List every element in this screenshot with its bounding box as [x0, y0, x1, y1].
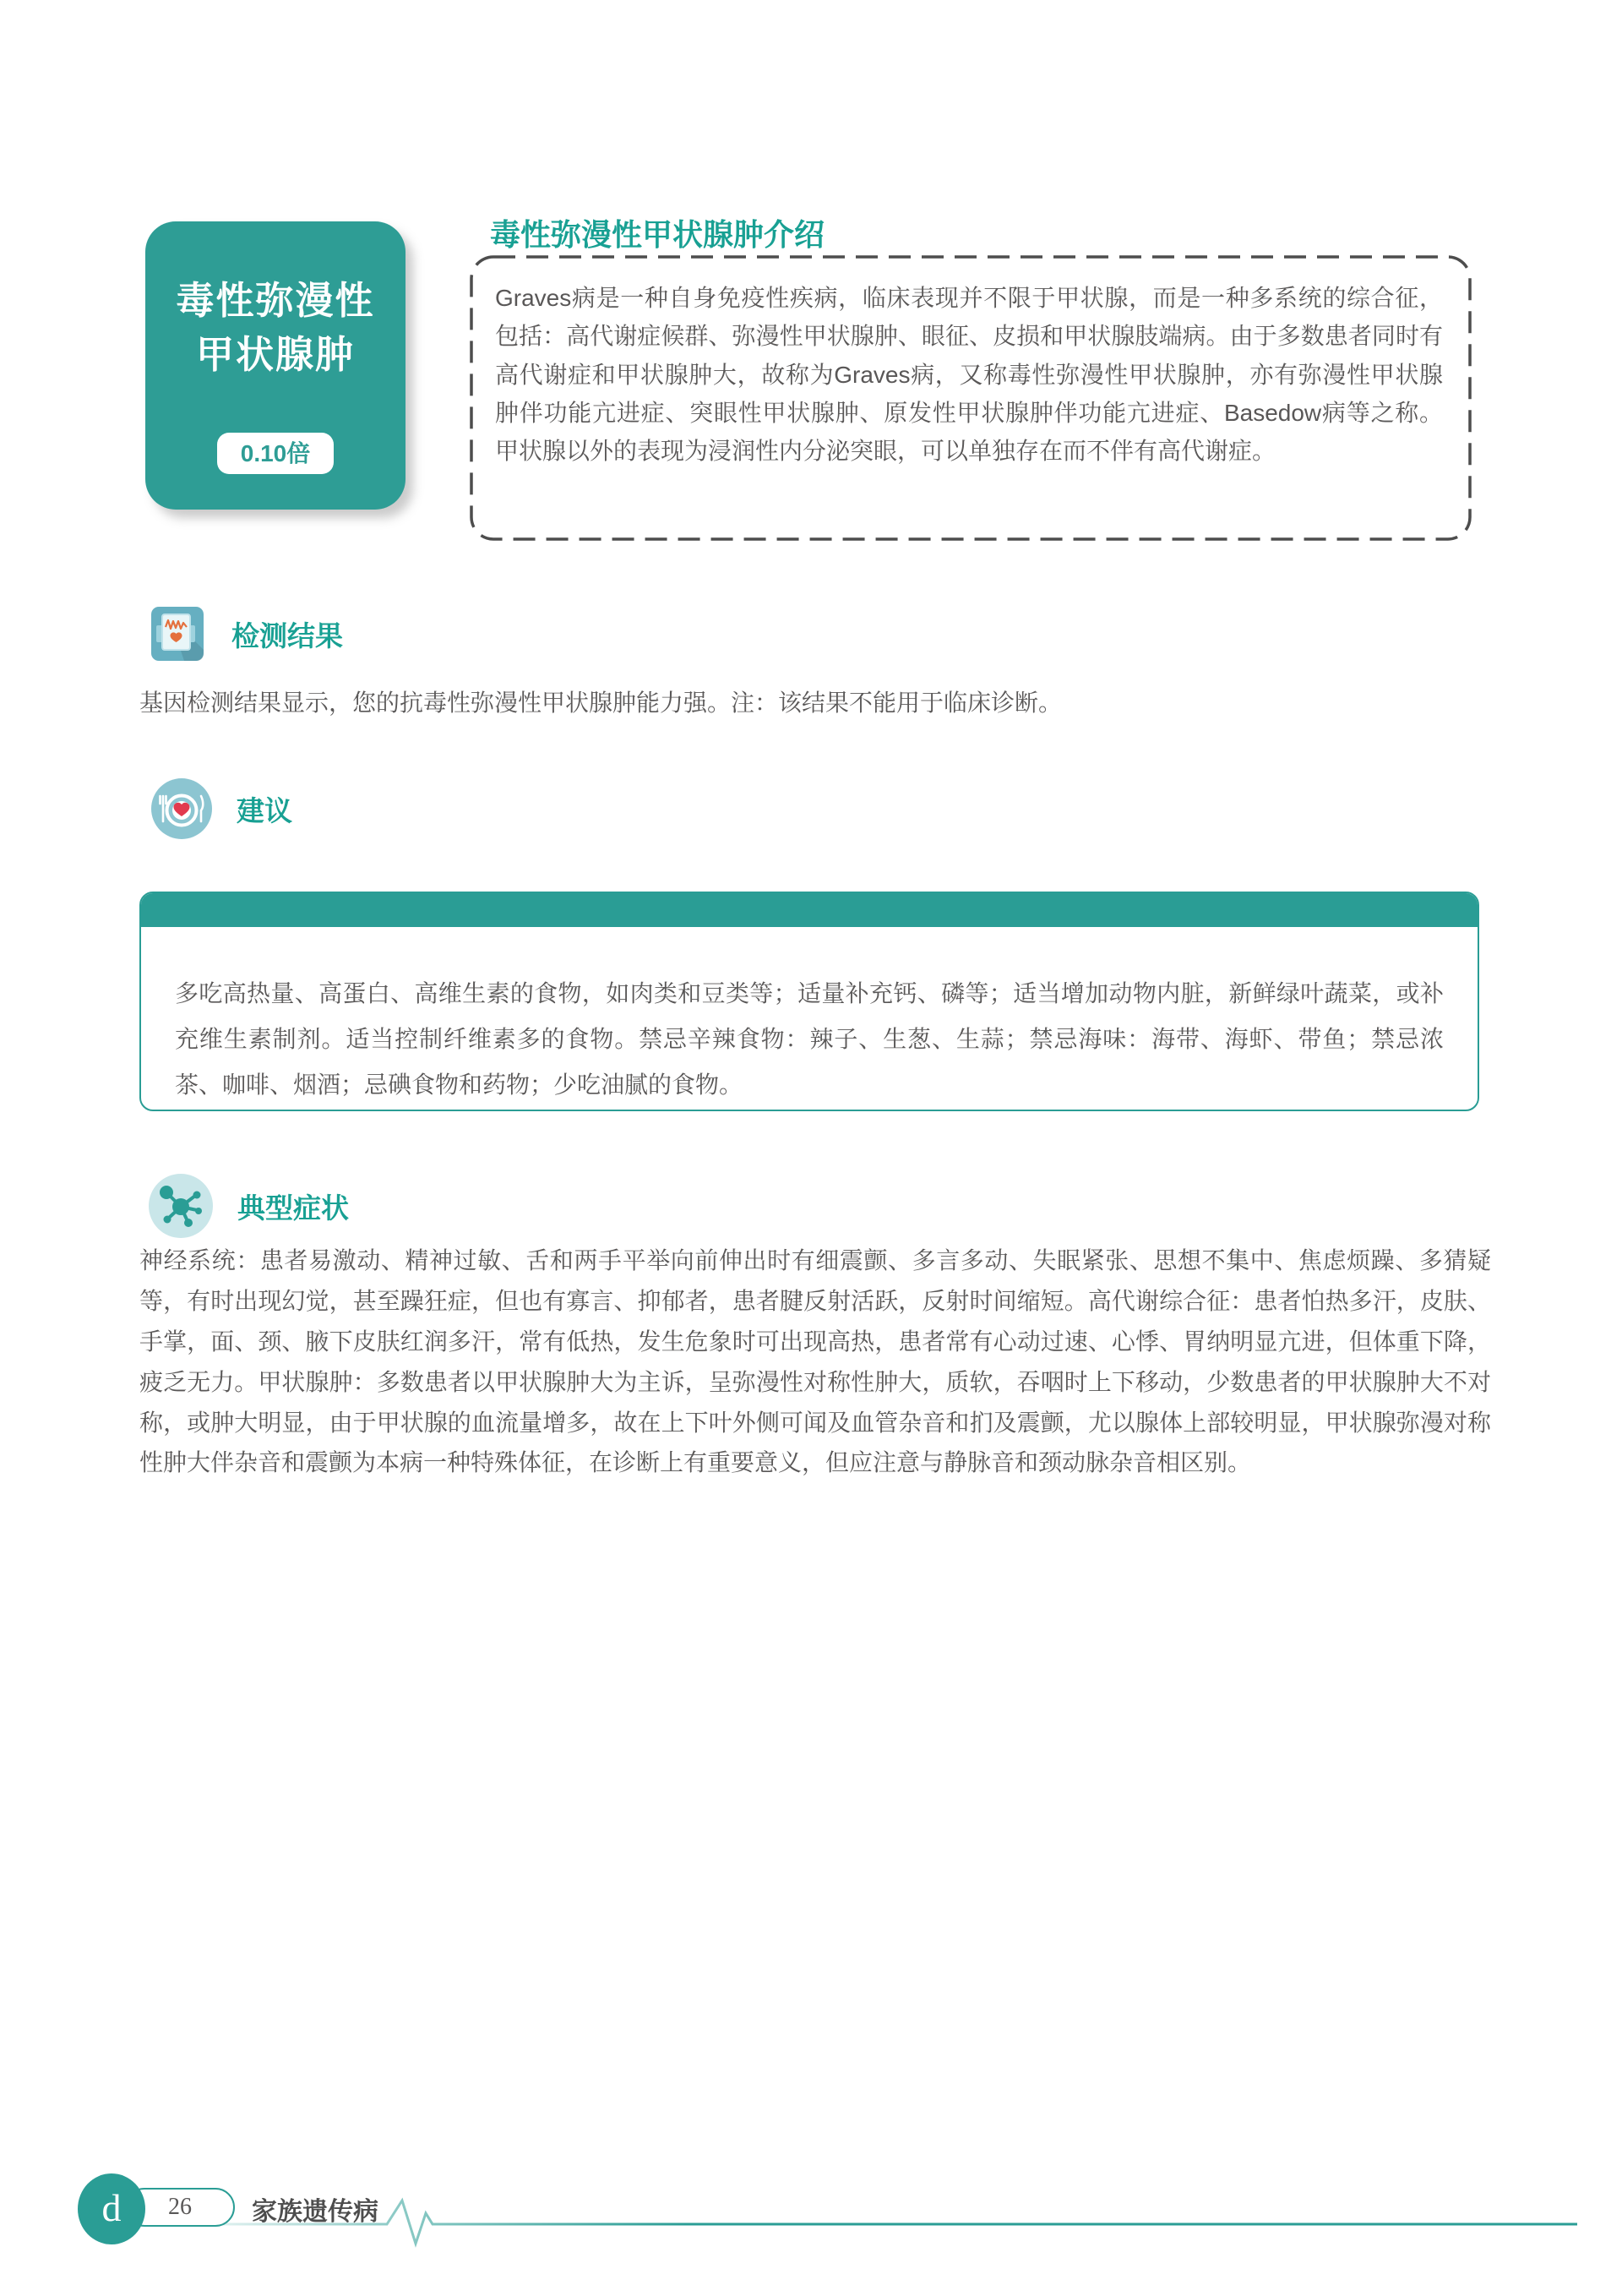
suggestion-box-header-bar: [141, 893, 1478, 927]
suggestion-section-heading: 建议: [237, 794, 292, 826]
risk-ratio-badge: 0.10倍: [217, 433, 334, 474]
disease-card-title-line2: 甲状腺肿: [195, 332, 355, 376]
heartbeat-line-icon: [207, 2195, 1580, 2250]
molecule-icon: [148, 1173, 214, 1239]
intro-section-title: 毒性弥漫性甲状腺肿介绍: [490, 217, 825, 252]
page-number: 26: [125, 2188, 235, 2227]
suggestion-body-text: 多吃高热量、高蛋白、高维生素的食物，如肉类和豆类等；适量补充钙、磷等；适当增加动物内脏，新鲜绿叶蔬菜，或补充维生素制剂。适当控制纤维素多的食物。禁忌辛辣食物：辣子、生葱、生蒜；禁忌海味：海带、海虾、带鱼；禁忌浓茶、咖啡、烟酒；忌碘食物和药物；少吃油腻的食物。: [175, 980, 1444, 1099]
result-body-text: 基因检测结果显示，您的抗毒性弥漫性甲状腺肿能力强。注：该结果不能用于临床诊断。: [139, 690, 1063, 716]
brand-logo: d: [78, 2173, 145, 2244]
result-section-header: [150, 603, 343, 664]
disease-card-title-line1: 毒性弥漫性: [176, 279, 375, 322]
suggestion-box: [139, 892, 1479, 1111]
footer-category-label: 家族遗传病: [252, 2198, 378, 2226]
ecg-monitor-icon: [150, 603, 208, 664]
intro-body-text: Graves病是一种自身免疫性疾病，临床表现并不限于甲状腺，而是一种多系统的综合征，包括：高代谢症候群、弥漫性甲状腺肿、眼征、皮损和甲状腺肢端病。由于多数患者同时有高代谢症和甲状腺肿大，故称为Graves病，又称毒性弥漫性甲状腺肿，亦有弥漫性甲状腺肿伴功能亢进症、突眼性甲状腺肿、原发性甲状腺肿伴功能亢进症、Basedow病等之称。甲状腺以外的表现为浸润性内分泌突眼，可以单独存在而不伴有高代谢症。: [495, 285, 1443, 465]
disease-card-title: [145, 274, 406, 382]
disease-card: [145, 221, 406, 510]
symptoms-section-header: [148, 1173, 349, 1239]
diet-plate-icon: [150, 777, 213, 840]
symptoms-body-text: 神经系统：患者易激动、精神过敏、舌和两手平举向前伸出时有细震颤、多言多动、失眠紧张、思想不集中、焦虑烦躁、多猜疑等，有时出现幻觉，甚至躁狂症，但也有寡言、抑郁者，患者腱反射活跃，反射时间缩短。高代谢综合征：患者怕热多汗，皮肤、手掌，面、颈、腋下皮肤红润多汗，常有低热，发生危象时可出现高热，患者常有心动过速、心悸、胃纳明显亢进，但体重下降，疲乏无力。甲状腺肿：多数患者以甲状腺肿大为主诉，呈弥漫性对称性肿大，质软，吞咽时上下移动，少数患者的甲状腺肿大不对称，或肿大明显，由于甲状腺的血流量增多，故在上下叶外侧可闻及血管杂音和扪及震颤，尤以腺体上部较明显，甲状腺弥漫对称性肿大伴杂音和震颤为本病一种特殊体征，在诊断上有重要意义，但应注意与静脉音和颈动脉杂音相区别。: [139, 1247, 1491, 1476]
symptoms-section-heading: 典型症状: [237, 1192, 349, 1224]
intro-dashed-box: [470, 255, 1472, 541]
result-section-heading: 检测结果: [231, 619, 343, 652]
suggestion-section-header: [150, 777, 292, 840]
